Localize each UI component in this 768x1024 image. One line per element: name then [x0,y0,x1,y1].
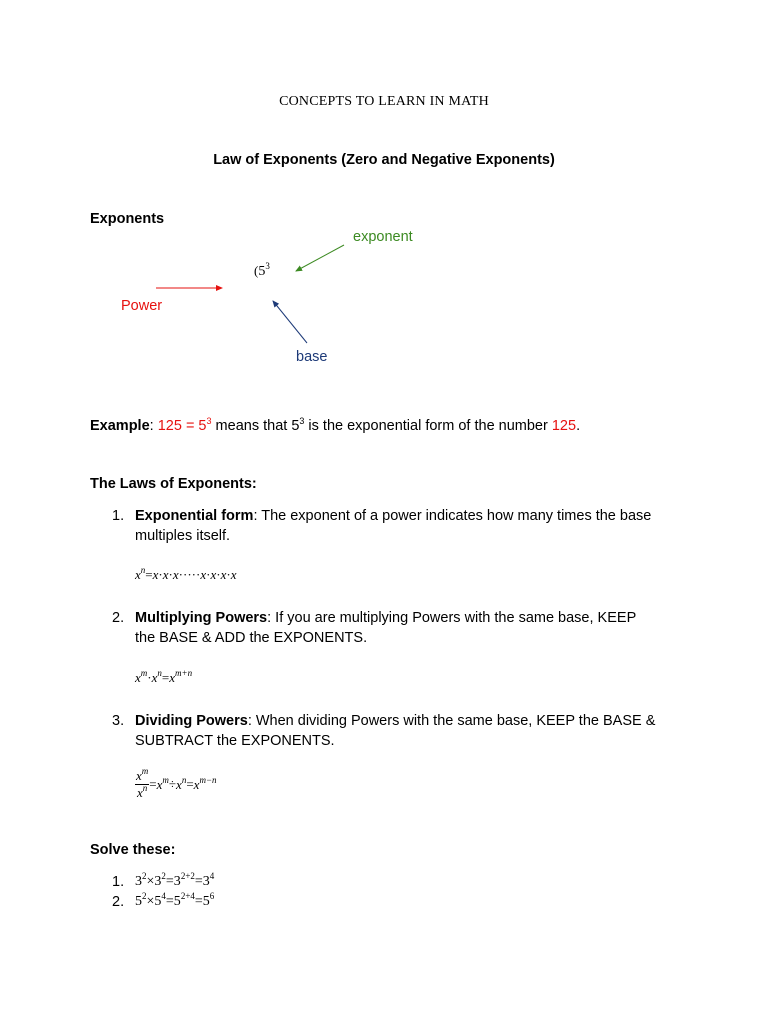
diagram-arrows [0,0,768,400]
power-label: Power [121,298,163,314]
example-line: Example: $125 = 5^3$ means that $5^3$ is the exponential form of the number 125. [90,416,581,434]
list-number: 3. [112,713,125,729]
power-expression: ($5^3$ [254,261,270,279]
laws-heading: The Laws of Exponents: [90,476,257,492]
exponent-arrow [296,245,344,271]
list-number: 2. [112,610,125,626]
list-number: 1. [112,874,125,890]
example-label: Example [90,418,150,434]
solve-heading: Solve these: [90,842,176,858]
document-subtitle: Law of Exponents (Zero and Negative Exponents) [213,152,555,168]
law-title: Exponential form [135,508,254,524]
base-label: base [296,349,328,365]
formula-multiplying-powers: $x^m\cdot x^n=x^{m+n}$ [135,668,193,685]
example-equation: $125 = 5^3$ [157,416,212,434]
example-number: 125 [551,418,577,434]
exponents-heading: Exponents [90,211,165,227]
exponent-label: exponent [353,229,413,245]
formula-exponential-form: $x^n=x\cdot x\cdot x\cdot\cdot\cdot\cdot\cdot x\cdot x\cdot x\cdot x$ [135,565,237,582]
formula-dividing-powers: $\frac{x^m}{x^n}$ $=x^m\div x^n=x^{m-n}$ [136,766,217,800]
law-title: Dividing Powers [135,713,248,729]
document-title: CONCEPTS TO LEARN IN MATH [279,94,489,109]
list-number: 1. [112,508,125,524]
list-number: 2. [112,894,125,910]
base-arrow [273,301,307,343]
law-title: Multiplying Powers [135,610,268,626]
